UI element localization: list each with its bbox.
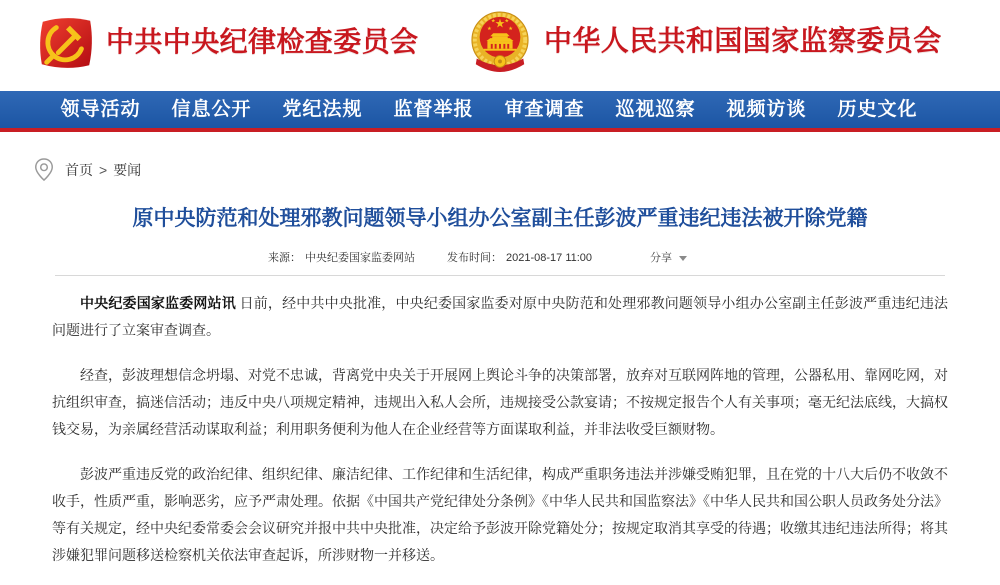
ccdi-site-title: 中共中央纪律检查委员会 <box>106 27 419 58</box>
nav-item-video-interview[interactable]: 视频访谈 <box>726 99 807 120</box>
nsc-site-title: 中华人民共和国国家监察委员会 <box>544 26 942 57</box>
paragraph-text: 彭波严重违反党的政治纪律、组织纪律、廉洁纪律、工作纪律和生活纪律，构成严重职务违法并涉嫌受贿犯罪，且在党的十八大后仍不收敛不收手，性质严重，影响恶劣，应予严肃处理。依据《中国共产党纪律处分条例》《中华人民共和国监察法》《中华人民共和国公职人员政务处分法》等有关规定，经中央纪委常委会会议研究并报中共中央批准，决定给予彭波开除党籍处分；按规定取消其享受的待遇；收缴其违纪违法所得；将其涉嫌犯罪问题移送检察机关依法审查起诉，所涉财物一并移送。 <box>52 468 948 564</box>
paragraph <box>52 462 948 570</box>
national-emblem-icon <box>469 9 531 75</box>
main-nav <box>0 91 1000 132</box>
publish-time-value: 2021-08-17 11:00 <box>506 252 593 264</box>
breadcrumb-current[interactable]: 要闻 <box>113 162 142 178</box>
chevron-down-icon <box>679 256 687 261</box>
paragraph-text: 日前，经中共中央批准，中央纪委国家监委对原中央防范和处理邪教问题领导小组办公室副主任彭波严重违纪违法问题进行了立案审查调查。 <box>52 297 949 339</box>
nav-item-leadership[interactable]: 领导活动 <box>60 99 141 120</box>
nav-list <box>0 91 1000 128</box>
source-value: 中央纪委国家监委网站 <box>305 252 415 264</box>
paragraph <box>52 291 948 345</box>
nav-item-info-disclosure[interactable]: 信息公开 <box>171 99 252 120</box>
share-label: 分享 <box>650 252 672 264</box>
breadcrumb <box>33 156 141 184</box>
article-title: 原中央防范和处理邪教问题领导小组办公室副主任彭波严重违纪违法被开除党籍 <box>132 207 868 230</box>
paragraph <box>52 363 948 444</box>
paragraph-lead: 中央纪委国家监委网站讯 <box>80 297 236 312</box>
publish-time-label: 发布时间： <box>447 252 502 264</box>
nav-item-supervision-report[interactable]: 监督举报 <box>393 99 474 120</box>
location-pin-icon <box>33 157 65 183</box>
party-emblem-icon <box>36 14 96 72</box>
nsc-logo-link[interactable] <box>469 9 942 75</box>
meta-divider <box>55 275 945 276</box>
share-button[interactable] <box>650 250 687 266</box>
site-header <box>0 0 1000 91</box>
nav-item-investigation[interactable]: 审查调查 <box>504 99 585 120</box>
ccdi-logo-link[interactable] <box>36 11 418 75</box>
nav-item-regulations[interactable]: 党纪法规 <box>282 99 363 120</box>
article-body <box>52 291 948 570</box>
source-label: 来源： <box>268 252 301 264</box>
nav-item-inspection[interactable]: 巡视巡察 <box>615 99 696 120</box>
nav-item-history-culture[interactable]: 历史文化 <box>837 99 918 120</box>
breadcrumb-separator: > <box>99 162 108 178</box>
breadcrumb-home[interactable]: 首页 <box>65 162 93 178</box>
paragraph-text: 经查，彭波理想信念坍塌、对党不忠诚，背离党中央关于开展网上舆论斗争的决策部署，放弃对互联网阵地的管理，公器私用、靠网吃网，对抗组织审查，搞迷信活动；违反中央八项规定精神，违规出入私人会所，违规接受公款宴请；不按规定报告个人有关事项；毫无纪法底线，大搞权钱交易，为亲属经营活动谋取利益；利用职务便利为他人在企业经营等方面谋取利益，并非法收受巨额财物。 <box>52 369 948 438</box>
